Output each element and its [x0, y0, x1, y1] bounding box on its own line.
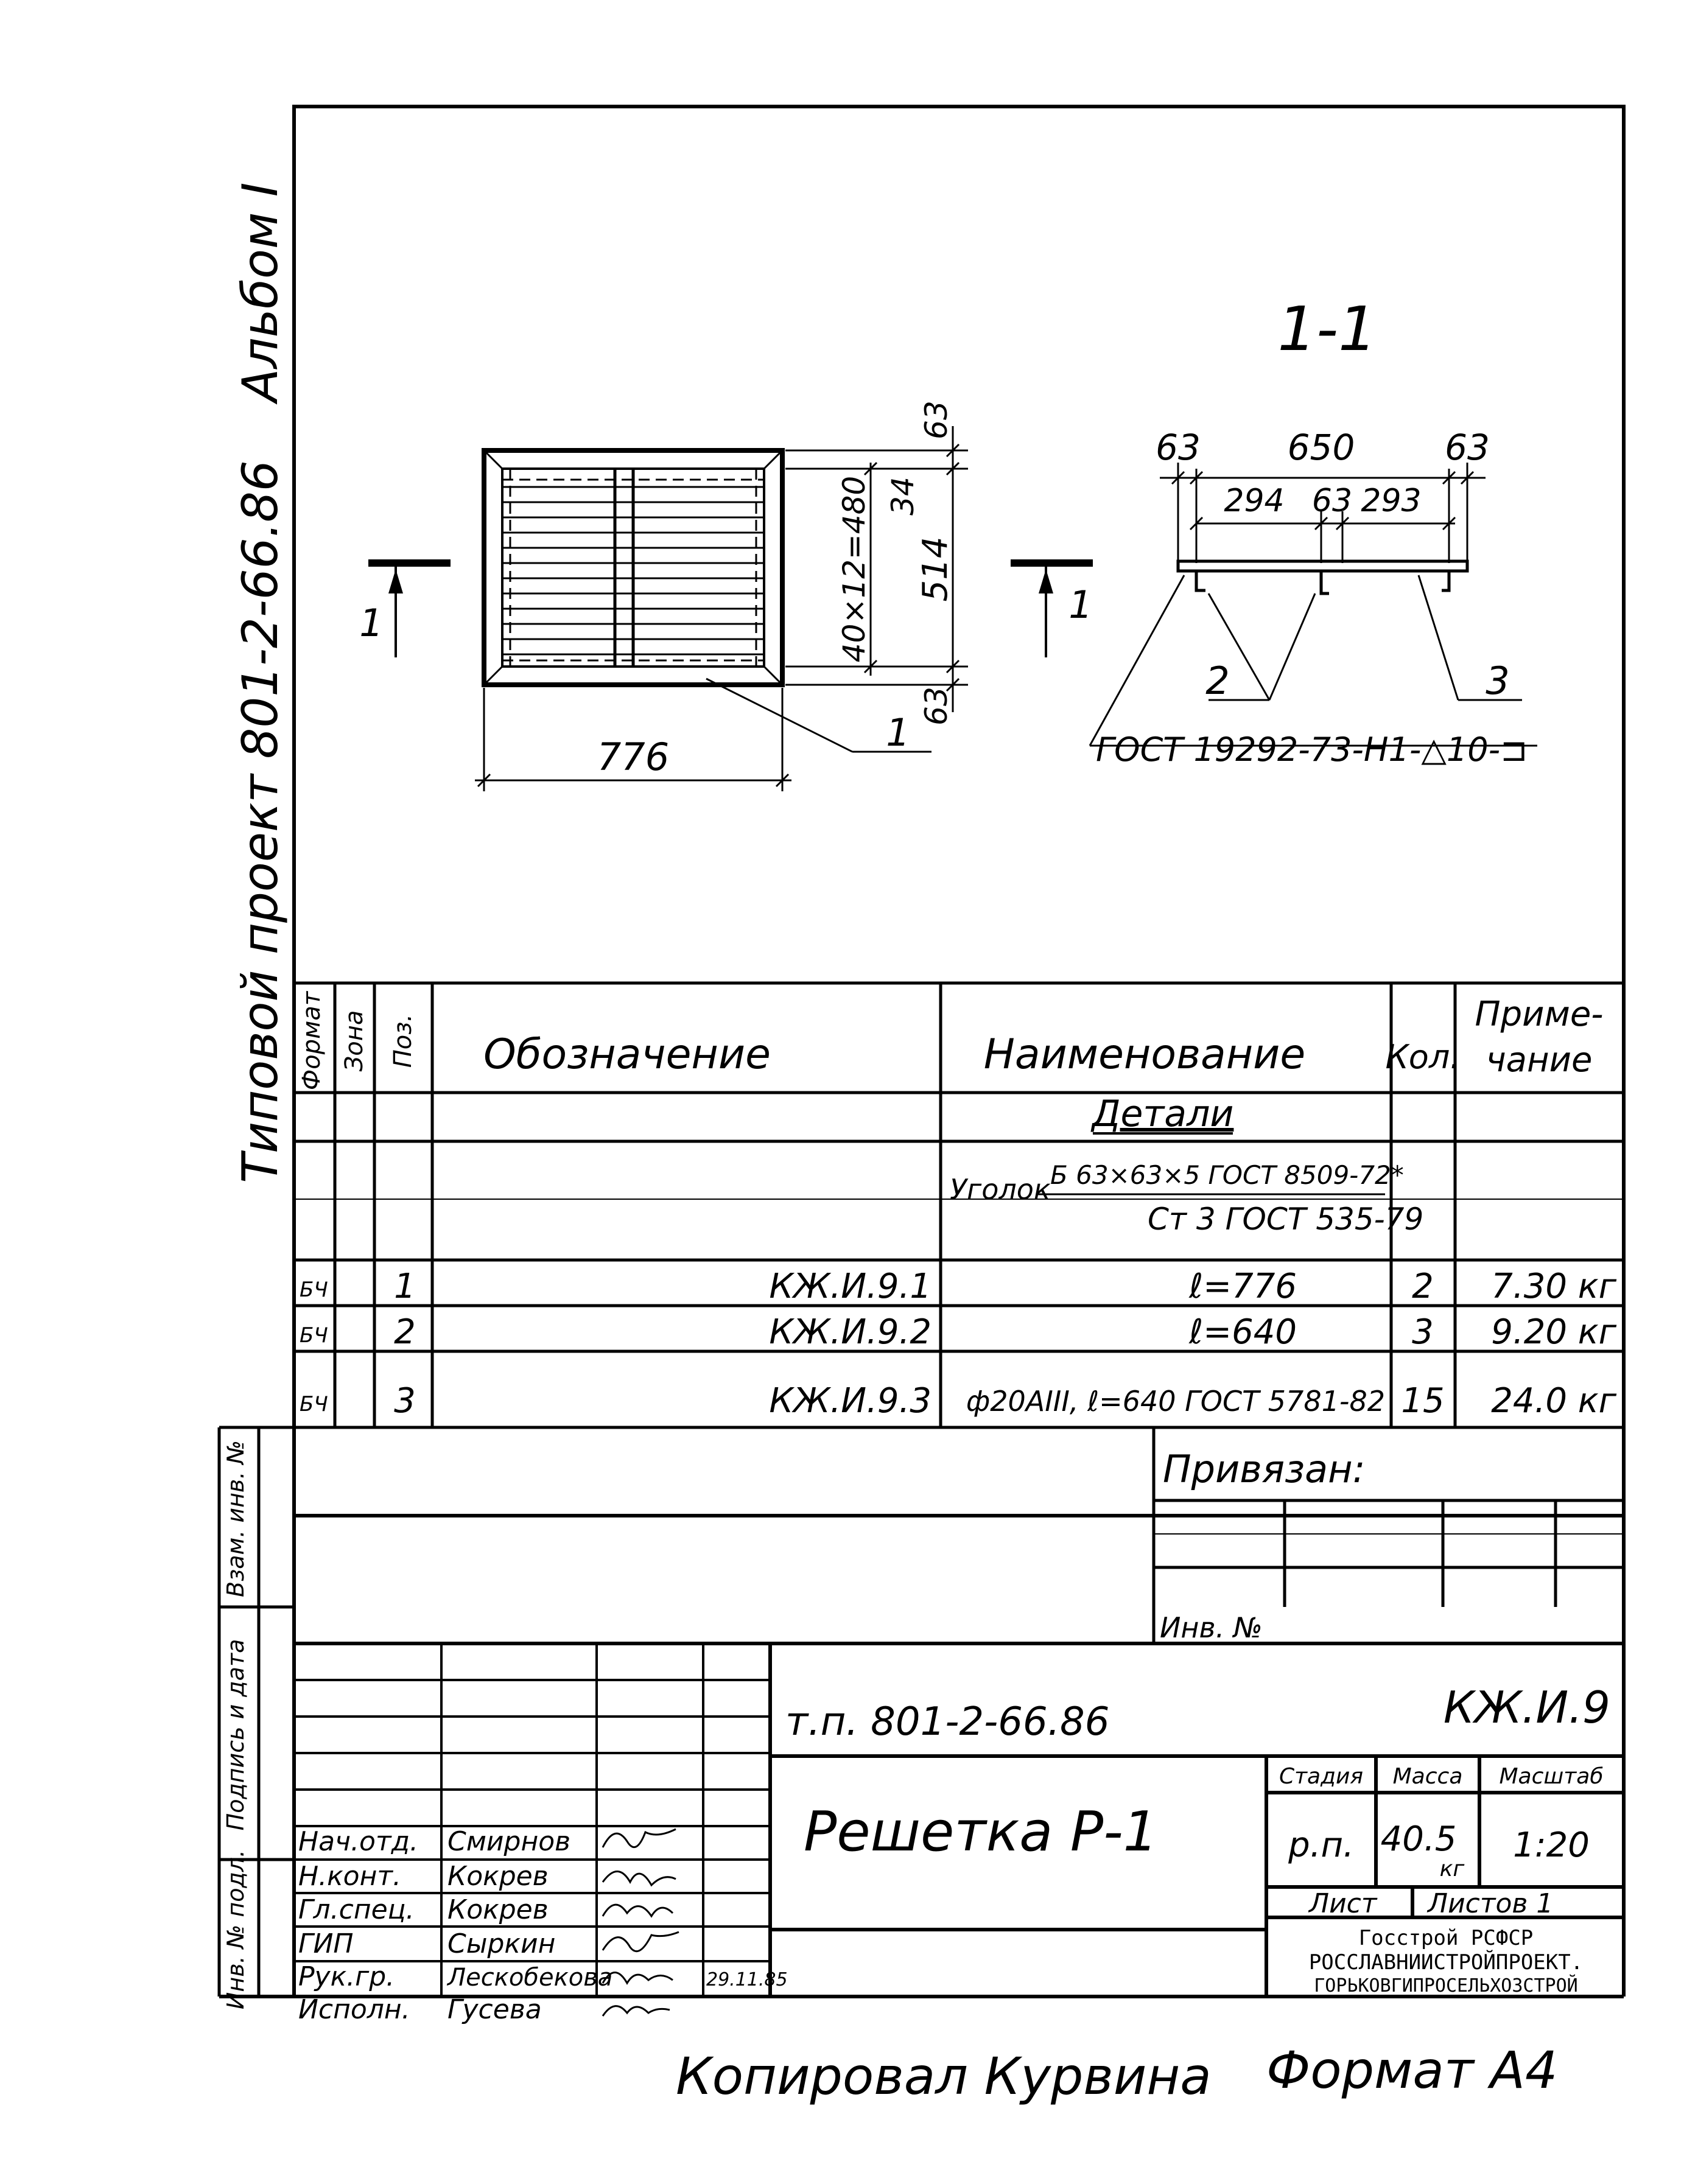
section-leader-3-label: 3 — [1486, 659, 1510, 703]
header-note-line1: Приме- — [1475, 995, 1604, 1034]
stage-label: Стадия — [1279, 1764, 1364, 1789]
material-bottom: Ст 3 ГОСТ 535-79 — [1148, 1202, 1424, 1237]
header-format: Формат — [298, 991, 326, 1091]
header-note-line2: чание — [1486, 1040, 1593, 1080]
project-code: т.п. 801-2-66.86 — [785, 1699, 1110, 1745]
row2-designation: КЖ.И.9.2 — [769, 1312, 931, 1352]
row3-pos: 3 — [394, 1381, 416, 1421]
mass-unit: кг — [1439, 1857, 1465, 1881]
sig-name-1: Смирнов — [447, 1826, 571, 1857]
stage-value: р.п. — [1288, 1825, 1354, 1865]
plan-dim-63-bottom-label: 63 — [919, 687, 954, 726]
row2-format: БЧ — [300, 1323, 328, 1348]
plan-dim-514-label: 514 — [916, 536, 955, 602]
sheets-label: Листов 1 — [1428, 1888, 1554, 1919]
material-label: Уголок — [950, 1173, 1051, 1206]
scale-label: Масштаб — [1499, 1764, 1604, 1789]
row3-qty: 15 — [1401, 1381, 1445, 1421]
sheet-label: Лист — [1309, 1888, 1377, 1919]
section-dim-293: 293 — [1361, 483, 1422, 519]
org-line1: Госстрой РСФСР — [1358, 1926, 1534, 1950]
header-designation: Обозначение — [483, 1031, 771, 1079]
section-title: 1-1 — [1277, 293, 1377, 365]
row2-pos: 2 — [394, 1312, 416, 1352]
row1-designation: КЖ.И.9.1 — [769, 1267, 931, 1306]
row2-name: ℓ=640 — [1189, 1312, 1297, 1352]
section-dim-650: 650 — [1287, 427, 1355, 468]
signature-date: 29.11.85 — [706, 1969, 788, 1990]
plan-leader-1-label: 1 — [886, 710, 910, 755]
section-mark-left-label: 1 — [359, 601, 384, 645]
doc-code: КЖ.И.9 — [1443, 1682, 1610, 1733]
section-profile — [1178, 561, 1467, 593]
section-heading-details: Детали — [1092, 1093, 1234, 1135]
album-label: Альбом I — [232, 182, 289, 402]
format-label: Формат А4 — [1266, 2040, 1558, 2100]
plan-dim-34-label: 34 — [885, 477, 921, 516]
side-label-inv: Инв. № подл. — [222, 1849, 249, 2010]
sig-name-4: Сыркин — [447, 1928, 556, 1959]
row3-note: 24.0 кг — [1491, 1381, 1616, 1421]
sig-role-1: Нач.отд. — [298, 1826, 418, 1857]
sig-role-6: Исполн. — [298, 1994, 410, 2025]
row2-note: 9.20 кг — [1491, 1312, 1616, 1352]
sig-role-3: Гл.спец. — [298, 1894, 415, 1925]
plan-dim-63-top-label: 63 — [919, 401, 954, 439]
section-leader-2-label: 2 — [1205, 659, 1230, 703]
binding-inv-label: Инв. № — [1160, 1611, 1263, 1644]
header-pos: Поз. — [389, 1013, 417, 1068]
header-qty: Кол. — [1385, 1038, 1461, 1076]
binding-label: Привязан: — [1163, 1447, 1366, 1491]
row1-name: ℓ=776 — [1189, 1267, 1297, 1306]
sig-role-4: ГИП — [298, 1928, 354, 1959]
org-line2: РОССЛАВНИИСТРОЙПРОЕКТ. — [1308, 1950, 1584, 1975]
row3-format: БЧ — [300, 1392, 328, 1416]
sig-name-6: Гусева — [447, 1994, 542, 2025]
handwritten-signatures — [603, 1829, 679, 2016]
header-zone: Зона — [340, 1010, 368, 1072]
side-label-sign: Подпись и дата — [222, 1639, 249, 1831]
row3-designation: КЖ.И.9.3 — [769, 1381, 931, 1421]
sig-name-3: Кокрев — [447, 1894, 549, 1925]
row2-qty: 3 — [1412, 1312, 1434, 1352]
org-line3: ГОРЬКОВГИПРОСЕЛЬХОЗСТРОЙ — [1314, 1975, 1578, 1997]
section-leaders — [1090, 575, 1537, 746]
plan-width-label: 776 — [597, 735, 670, 779]
material-top: Б 63×63×5 ГОСТ 8509-72* — [1050, 1160, 1404, 1190]
header-name: Наименование — [983, 1031, 1306, 1079]
mass-value: 40.5 — [1380, 1819, 1457, 1859]
row1-pos: 1 — [394, 1267, 416, 1306]
row1-format: БЧ — [300, 1278, 328, 1302]
sig-role-5: Рук.гр. — [298, 1961, 395, 1992]
scale-value: 1:20 — [1513, 1825, 1590, 1865]
drawing-title: Решетка Р-1 — [804, 1800, 1158, 1864]
row1-note: 7.30 кг — [1491, 1267, 1616, 1306]
section-dim-294: 294 — [1224, 483, 1285, 519]
section-dim-63-left: 63 — [1156, 427, 1201, 468]
sig-role-2: Н.конт. — [298, 1861, 401, 1892]
side-label-replace: Взам. инв. № — [222, 1440, 249, 1598]
mass-label: Масса — [1392, 1764, 1463, 1789]
section-dim-63-right: 63 — [1445, 427, 1490, 468]
plan-pitch-label: 40×12=480 — [837, 475, 872, 663]
row1-qty: 2 — [1412, 1267, 1434, 1306]
section-mark-right-label: 1 — [1068, 583, 1093, 627]
copied-by: Копировал Курвина — [676, 2046, 1212, 2106]
sig-name-5: Лескобекова — [447, 1964, 613, 1992]
sig-name-2: Кокрев — [447, 1861, 549, 1892]
grating-plan-view — [484, 450, 782, 685]
section-dim-63-mid: 63 — [1311, 483, 1353, 519]
row3-name: ф20АIII, ℓ=640 ГОСТ 5781-82 — [966, 1385, 1385, 1418]
project-label: Типовой проект 801-2-66.86 — [232, 460, 289, 1183]
weld-note: ГОСТ 19292-73-Н1-△10-⊐ — [1096, 730, 1528, 769]
